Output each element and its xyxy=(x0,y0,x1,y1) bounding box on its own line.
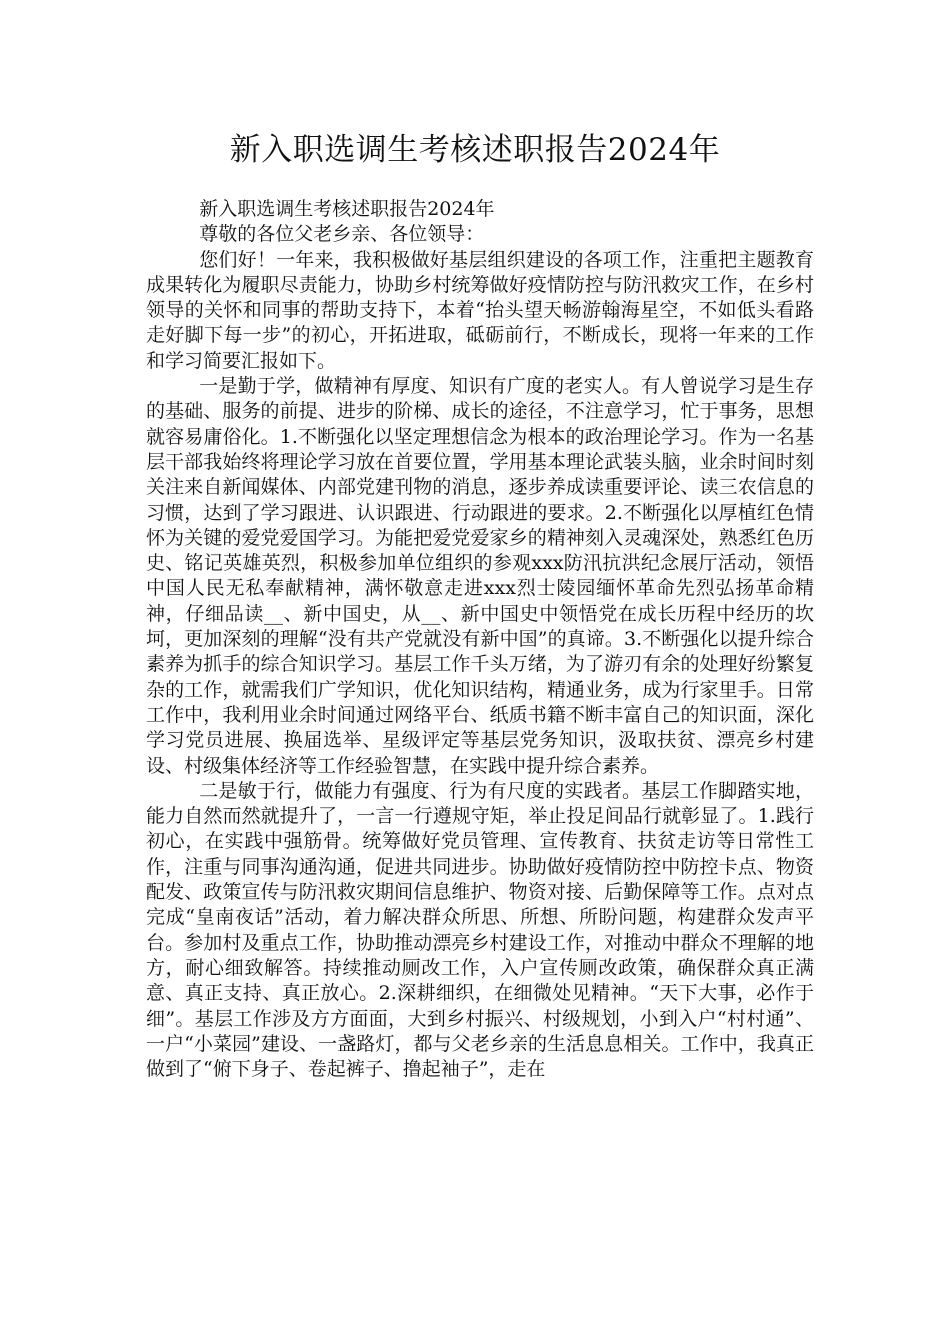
paragraph-salutation: 尊敬的各位父老乡亲、各位领导： xyxy=(199,223,485,246)
paragraph-intro: 您们好！一年来，我积极做好基层组织建设的各项工作，注重把主题教育成果转化为履职尽责能力，协助乡村统筹做好疫情防控与防汛救灾工作，在乡村领导的关怀和同事的帮助支持下，本着“抬头望天畅游翰海星空，不如低头看路走好脚下每一步”的初心，开拓进取，砥砺前行，不断成长，现将一年来的工作和学习简要汇报如下。 xyxy=(146,248,814,372)
document-body xyxy=(146,197,814,1082)
document-title: 新入职选调生考核述职报告2024年 xyxy=(229,132,721,168)
paragraph-section-two: 二是敏于行，做能力有强度、行为有尺度的实践者。基层工作脚踏实地，能力自然而然就提升了，一言一行遵规守矩，举止投足间品行就彰显了。1.践行初心，在实践中强筋骨。统筹做好党员管理、宣传教育、扶贫走访等日常性工作，注重与同事沟通沟通，促进共同进步。协助做好疫情防控中防控卡点、物资配发、政策宣传与防汛救灾期间信息维护、物资对接、后勤保障等工作。点对点完成“皇南夜话”活动，着力解决群众所思、所想、所盼问题，构建群众发声平台。参加村及重点工作，协助推动漂亮乡村建设工作，对推动中群众不理解的地方，耐心细致解答。持续推动厕改工作，入户宣传厕改政策，确保群众真正满意、真正支持、真正放心。2.深耕细织，在细微处见精神。“天下大事，必作于细”。基层工作涉及方方面面，大到乡村振兴、村级规划，小到入户“村村通”、一户“小菜园”建设、一盏路灯，都与父老乡亲的生活息息相关。工作中，我真正做到了“俯下身子、卷起裤子、撸起袖子”，走在 xyxy=(146,779,814,1081)
paragraph-heading-repeat: 新入职选调生考核述职报告2024年 xyxy=(199,198,495,220)
paragraph-section-one: 一是勤于学，做精神有厚度、知识有广度的老实人。有人曾说学习是生存的基础、服务的前提、进步的阶梯、成长的途径，不注意学习，忙于事务，思想就容易庸俗化。1.不断强化以坚定理想信念为根本的政治理论学习。作为一名基层干部我始终将理论学习放在首要位置，学用基本理论武装头脑，业余时间时刻关注来自新闻媒体、内部党建刊物的消息，逐步养成读重要评论、读三农信息的习惯，达到了学习跟进、认识跟进、行动跟进的要求。2.不断强化以厚植红色情怀为关键的爱党爱国学习。为能把爱党爱家乡的精神刻入灵魂深处，熟悉红色历史、铭记英雄英烈，积极参加单位组织的参观xxx防汛抗洪纪念展厅活动，领悟中国人民无私奉献精神，满怀敬意走进xxx烈士陵园缅怀革命先烈弘扬革命精神，仔细品读__、新中国史，从__、新中国史中领悟党在成长历程中经历的坎坷，更加深刻的理解“没有共产党就没有新中国”的真谛。3.不断强化以提升综合素养为抓手的综合知识学习。基层工作千头万绪，为了游刃有余的处理好纷繁复杂的工作，就需我们广学知识，优化知识结构，精通业务，成为行家里手。日常工作中，我利用业余时间通过网络平台、纸质书籍不断丰富自己的知识面，深化学习党员进展、换届选举、星级评定等基层党务知识，汲取扶贫、漂亮乡村建设、村级集体经济等工作经验智慧，在实践中提升综合素养。 xyxy=(146,375,814,777)
